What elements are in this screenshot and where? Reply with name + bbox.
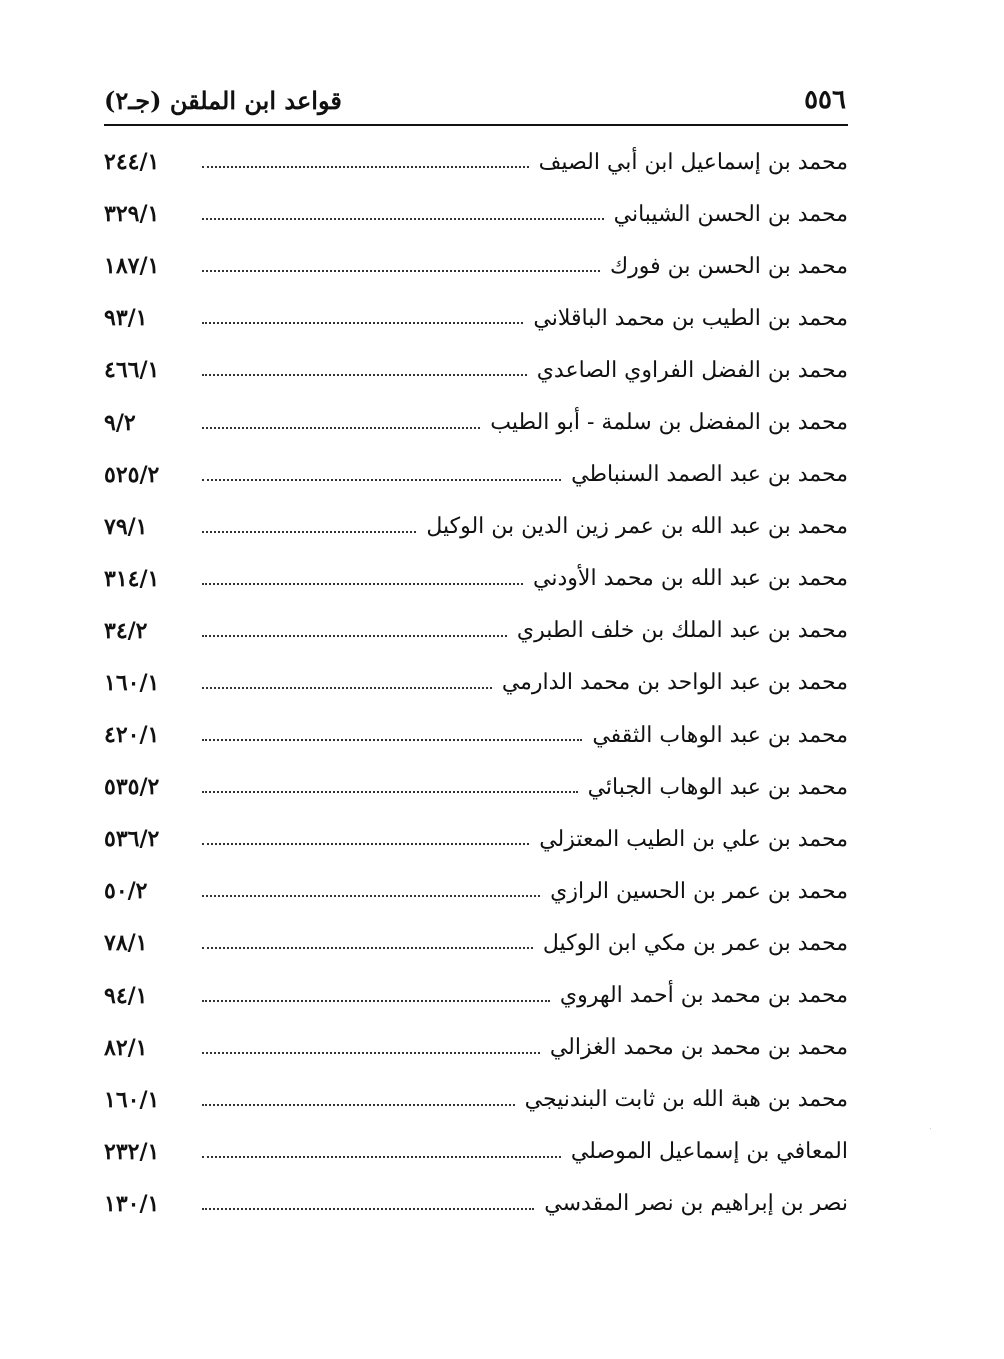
index-entry (104, 1126, 848, 1178)
dot-leader (202, 322, 523, 324)
dot-leader (202, 687, 492, 689)
page-header (104, 78, 846, 122)
entry-name: محمد بن إسماعيل ابن أبي الصيف (538, 149, 848, 175)
dot-leader (202, 166, 529, 168)
dot-leader (202, 583, 523, 585)
entry-name: محمد بن محمد بن أحمد الهروي (559, 983, 848, 1009)
entry-name: محمد بن عبد الله بن محمد الأودني (533, 566, 848, 592)
dot-leader (202, 1104, 515, 1106)
index-entry (104, 396, 848, 448)
dot-leader (202, 843, 529, 845)
header-divider (104, 124, 848, 126)
index-entry (104, 865, 848, 917)
dot-leader (202, 1156, 561, 1158)
index-entry (104, 1022, 848, 1074)
entry-reference: ٣٢٩/١ (104, 201, 160, 228)
entry-name: محمد بن علي بن الطيب المعتزلي (539, 826, 848, 852)
entry-name: محمد بن عبد الصمد السنباطي (571, 462, 848, 488)
entry-reference: ١٨٧/١ (104, 253, 160, 280)
index-entry (104, 240, 848, 292)
entry-reference: ٩/٢ (104, 409, 136, 436)
page-number: ٥٥٦ (804, 85, 846, 115)
running-title: قواعد ابن الملقن (جـ٢) (104, 85, 342, 115)
dot-leader (202, 218, 604, 220)
index-entry (104, 605, 848, 657)
entry-name: نصر بن إبراهيم بن نصر المقدسي (544, 1191, 848, 1217)
entry-reference: ١٣٠/١ (104, 1190, 160, 1217)
dot-leader (202, 1052, 540, 1054)
dot-leader (202, 895, 540, 897)
index-entry (104, 709, 848, 761)
entry-reference: ٣٤/٢ (104, 617, 148, 644)
index-entry (104, 553, 848, 605)
entry-reference: ٨٢/١ (104, 1034, 148, 1061)
scan-speck (930, 1128, 931, 1129)
index-entry (104, 970, 848, 1022)
dot-leader (202, 531, 416, 533)
dot-leader (202, 427, 480, 429)
entry-reference: ٣١٤/١ (104, 565, 160, 592)
entry-name: محمد بن عبد الواحد بن محمد الدارمي (501, 670, 848, 696)
index-entry (104, 917, 848, 969)
entry-name: محمد بن المفضل بن سلمة - أبو الطيب (490, 410, 848, 436)
dot-leader (202, 1000, 550, 1002)
entry-name: محمد بن الفضل الفراوي الصاعدي (536, 357, 848, 383)
entry-reference: ٤٢٠/١ (104, 722, 160, 749)
entry-name: محمد بن الحسن الشيباني (613, 201, 848, 227)
entry-reference: ٢٣٢/١ (104, 1138, 160, 1165)
entry-reference: ١٦٠/١ (104, 669, 160, 696)
entry-name: محمد بن عبد الله بن عمر زين الدين بن الوكيل (426, 514, 848, 540)
entry-reference: ٧٩/١ (104, 513, 148, 540)
index-list (104, 136, 848, 1230)
entry-reference: ٥٢٥/٢ (104, 461, 160, 488)
index-entry (104, 344, 848, 396)
index-entry (104, 657, 848, 709)
entry-name: محمد بن عبد الملك بن خلف الطبري (516, 618, 848, 644)
entry-name: محمد بن الطيب بن محمد الباقلاني (533, 305, 848, 331)
entry-reference: ٩٤/١ (104, 982, 148, 1009)
entry-reference: ١٦٠/١ (104, 1086, 160, 1113)
entry-reference: ٥٠/٢ (104, 878, 148, 905)
index-entry (104, 136, 848, 188)
entry-name: محمد بن الحسن بن فورك (610, 253, 848, 279)
entry-reference: ٥٣٥/٢ (104, 774, 160, 801)
dot-leader (202, 270, 600, 272)
entry-name: المعافي بن إسماعيل الموصلي (570, 1139, 848, 1165)
dot-leader (202, 1208, 534, 1210)
entry-name: محمد بن هبة الله بن ثابت البندنيجي (524, 1087, 848, 1113)
entry-name: محمد بن عبد الوهاب الثقفي (592, 722, 848, 748)
entry-reference: ٩٣/١ (104, 305, 148, 332)
entry-name: محمد بن محمد بن محمد الغزالي (549, 1035, 848, 1061)
dot-leader (202, 791, 578, 793)
entry-name: محمد بن عمر بن مكي ابن الوكيل (542, 930, 848, 956)
index-entry (104, 761, 848, 813)
dot-leader (202, 947, 533, 949)
entry-reference: ٧٨/١ (104, 930, 148, 957)
index-entry (104, 449, 848, 501)
entry-reference: ٤٦٦/١ (104, 357, 160, 384)
dot-leader (202, 635, 507, 637)
entry-name: محمد بن عبد الوهاب الجبائي (587, 774, 848, 800)
dot-leader (202, 739, 582, 741)
index-entry (104, 813, 848, 865)
dot-leader (202, 374, 527, 376)
index-entry (104, 501, 848, 553)
index-entry (104, 1074, 848, 1126)
entry-reference: ٢٤٤/١ (104, 149, 160, 176)
dot-leader (202, 479, 561, 481)
entry-name: محمد بن عمر بن الحسين الرازي (550, 878, 848, 904)
entry-reference: ٥٣٦/٢ (104, 826, 160, 853)
index-entry (104, 292, 848, 344)
index-entry (104, 1178, 848, 1230)
index-entry (104, 188, 848, 240)
